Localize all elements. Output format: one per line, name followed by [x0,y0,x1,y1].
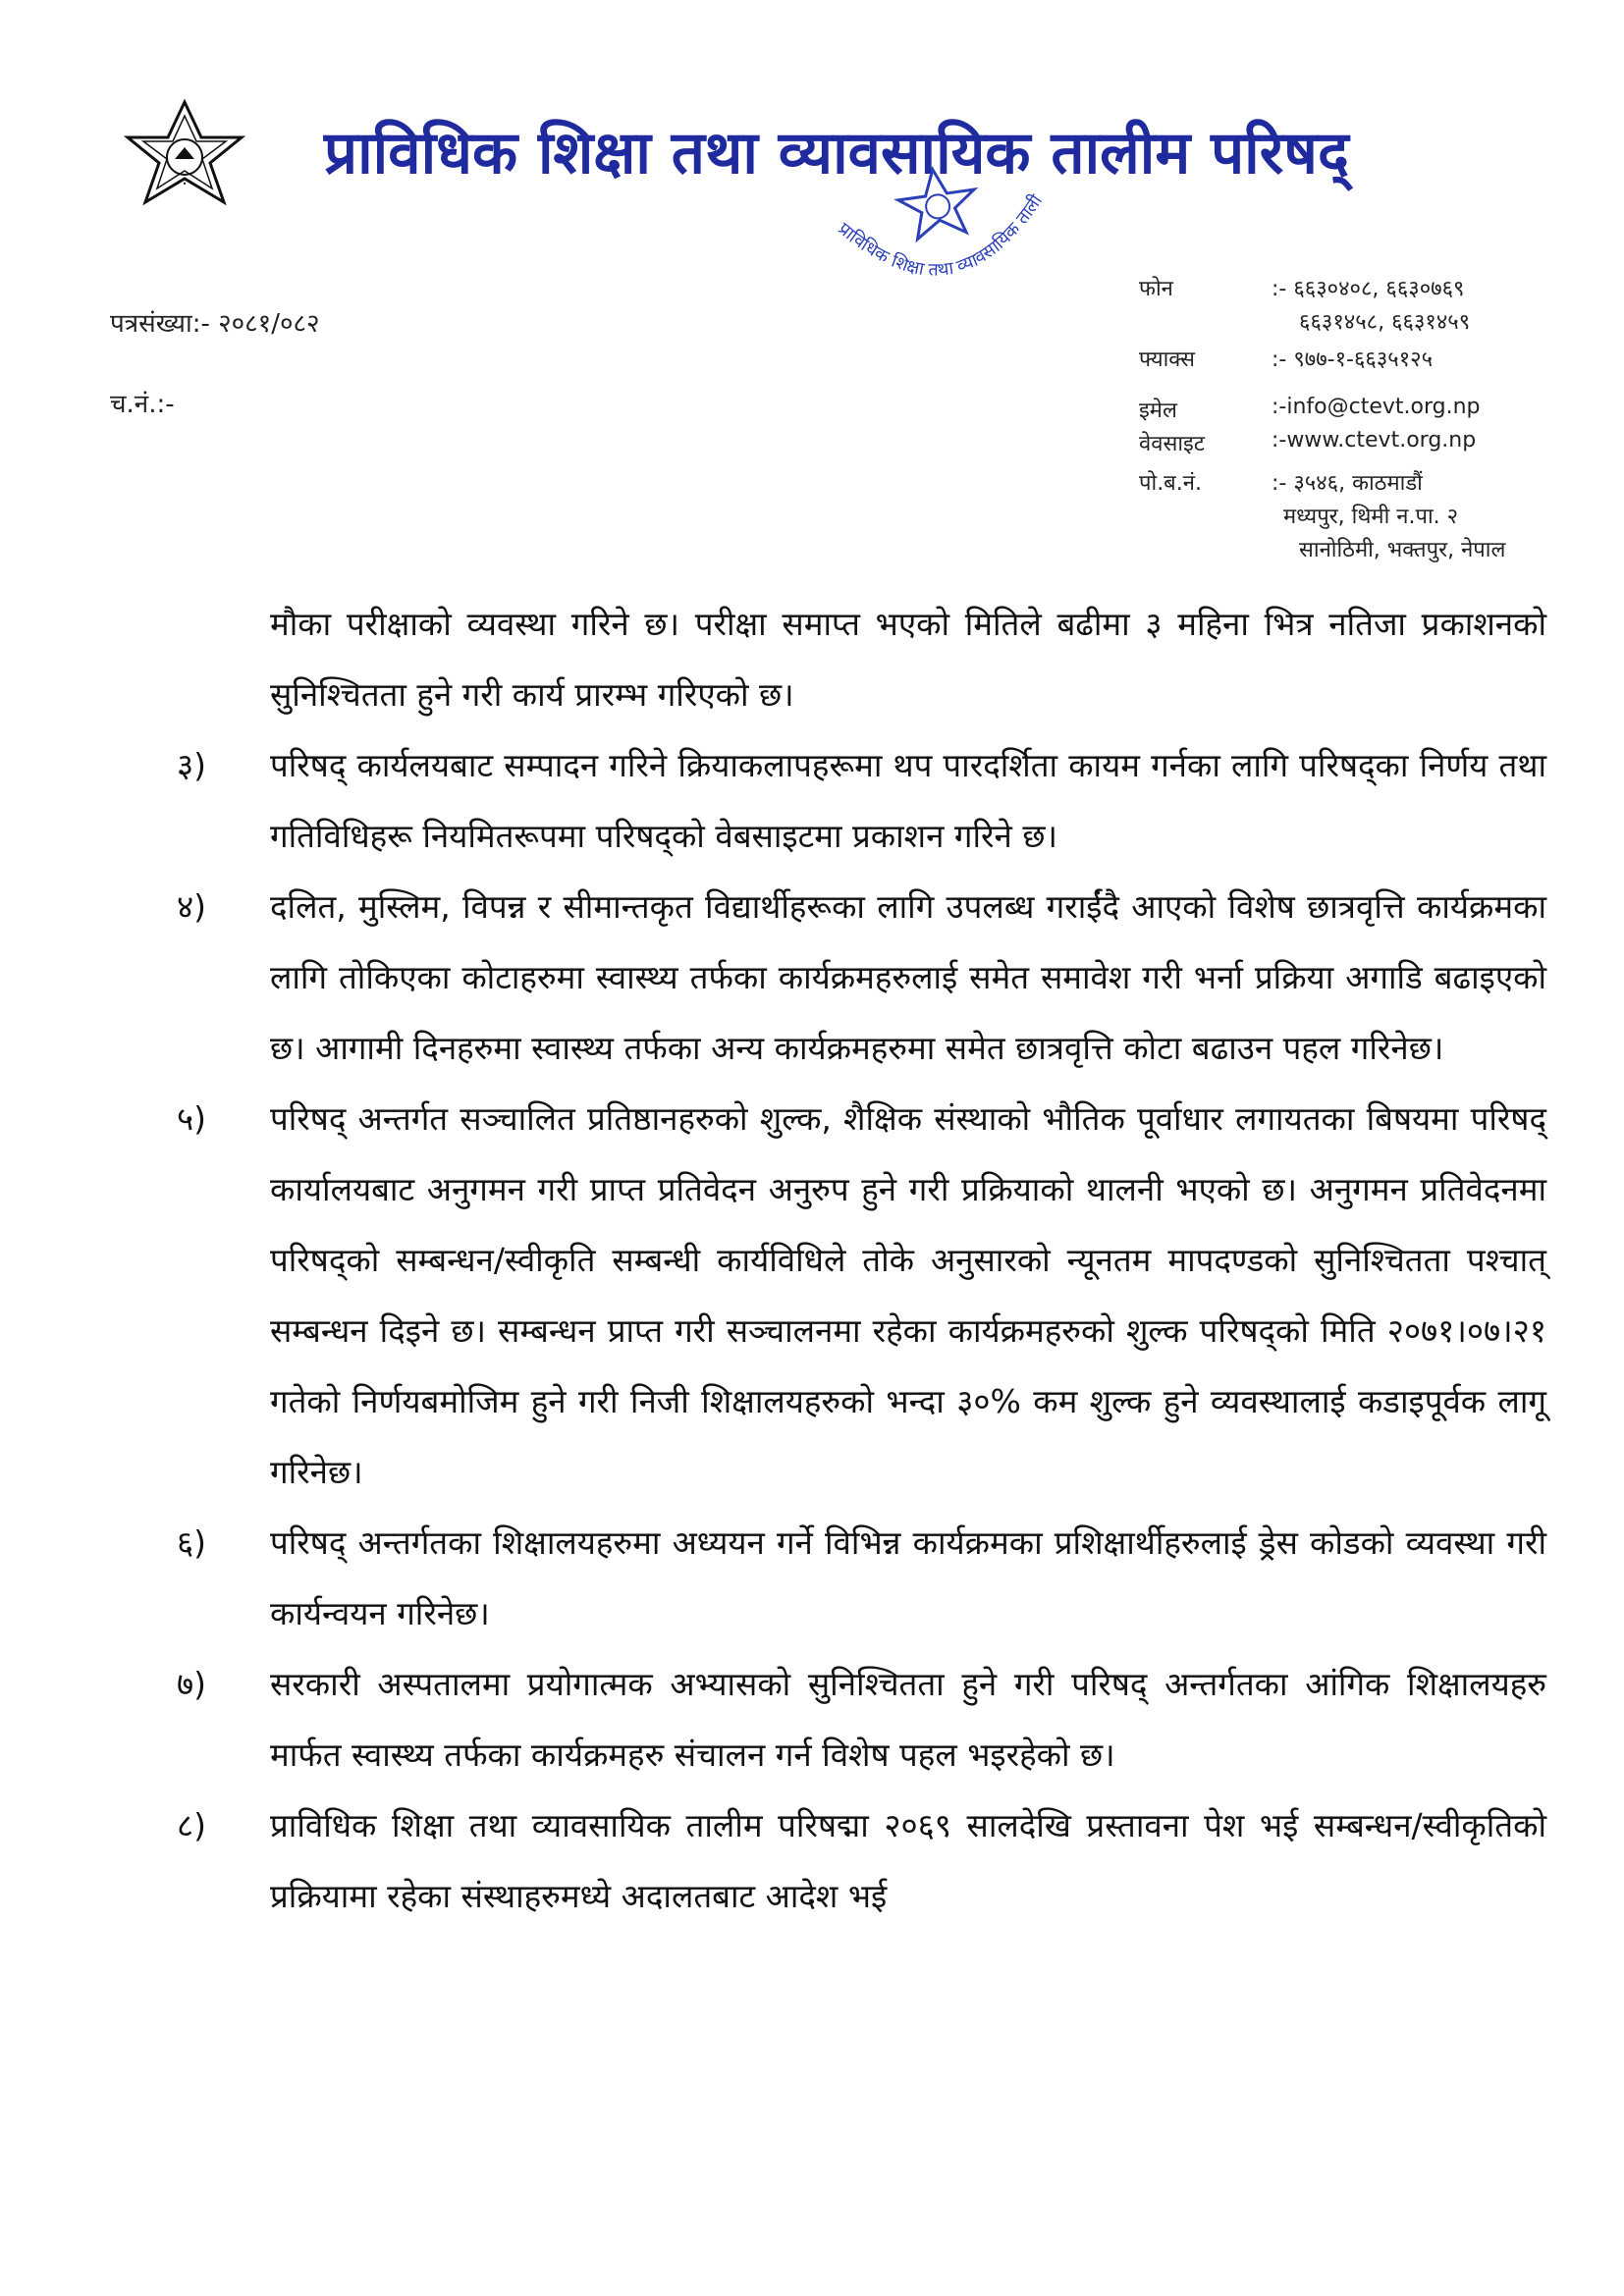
round-seal-stamp [800,147,1085,334]
fax-label: फ्याक्स [1139,347,1196,372]
list-item [177,872,1546,1084]
item-text: सरकारी अस्पतालमा प्रयोगात्मक अभ्यासको सुनिश्चितता हुने गरी परिषद् अन्तर्गतका आंगिक शिक्षालयहरु मार्फत स्वास्थ्य तर्फका कार्यक्रमहरु संचालन गर्न विशेष पहल भइरहेको छ। [270,1665,1546,1774]
svg-text:• • •: • • • [175,180,194,188]
item-text: परिषद् कार्यलयबाट सम्पादन गरिने क्रियाकलापहरूमा थप पारदर्शिता कायम गर्नका लागि परिषद्का निर्णय तथा गतिविधिहरू नियमितरूपमा परिषद्को वेबसाइटमा प्रकाशन गरिने छ। [270,746,1546,855]
item-number: ३) [177,746,207,784]
phone-value-1: :- ६६३०४०८, ६६३०७६९ [1272,277,1465,301]
item-number: ५) [177,1099,207,1138]
email-label: इमेल [1139,399,1177,423]
item-number: ७) [177,1665,207,1703]
list-item [177,1790,1546,1932]
website-value[interactable]: :-www.ctevt.org.np [1272,428,1477,453]
item-text: दलित, मुस्लिम, विपन्न र सीमान्तकृत विद्यार्थीहरूका लागि उपलब्ध गराईंदै आएको विशेष छात्रवृत्ति कार्यक्रमका लागि तोकिएका कोटाहरुमा स्वास्थ्य तर्फका कार्यक्रमहरुलाई समेत समावेश गरी भर्ना प्रक्रिया अगाडि बढाइएको छ। आगामी दिनहरुमा स्वास्थ्य तर्फका अन्य कार्यक्रमहरुमा समेत छात्रवृत्ति कोटा बढाउन पहल गरिनेछ। [270,887,1546,1067]
letter-reference-number: पत्रसंख्या:- २०८१/०८२ [110,309,320,339]
email-value[interactable]: :-info@ctevt.org.np [1272,395,1481,419]
contact-block [1139,273,1505,567]
intro-paragraph: मौका परीक्षाको व्यवस्था गरिने छ। परीक्षा समाप्त भएको मितिले बढीमा ३ महिना भित्र नतिजा प्रकाशनको सुनिश्चितता हुने गरी कार्य प्रारम्भ गरिएको छ। [270,605,1546,714]
phone-label: फोन [1139,277,1173,301]
list-item [177,1508,1546,1649]
po-box-label: पो.ब.नं. [1139,471,1202,496]
address-line-2: सानोठिमी, भक्तपुर, नेपाल [1299,538,1506,562]
organization-title: प्राविधिक शिक्षा तथा व्यावसायिक तालीम परिषद् [324,119,1349,187]
item-number: ८) [177,1806,207,1844]
svg-text:प्राविधिक शिक्षा तथा व्यावसायि: प्राविधिक शिक्षा तथा व्यावसायिक तालीम [834,190,1048,281]
government-emblem-icon [116,98,253,236]
po-box-value: :- ३५४६, काठमाडौं [1272,471,1423,496]
website-label: वेवसाइट [1139,432,1205,456]
fax-value: :- ९७७-१-६६३५१२५ [1272,347,1434,372]
item-number: ६) [177,1523,207,1562]
dispatch-number-label: च.नं.:- [110,390,175,419]
address-line-1: मध्यपुर, थिमी न.पा. २ [1283,505,1459,529]
item-text: परिषद् अन्तर्गत सञ्चालित प्रतिष्ठानहरुको शुल्क, शैक्षिक संस्थाको भौतिक पूर्वाधार लगायतका बिषयमा परिषद् कार्यालयबाट अनुगमन गरी प्राप्त प्रतिवेदन अनुरुप हुने गरी प्रक्रियाको थालनी भएको छ। अनुगमन प्रतिवेदनमा परिषद्को सम्बन्धन/स्वीकृति सम्बन्धी कार्यविधिले तोके अनुसारको न्यूनतम मापदण्डको सुनिश्चितता पश्चात् सम्बन्धन दिइने छ। सम्बन्धन प्राप्त गरी सञ्चालनमा रहेका कार्यक्रमहरुको शुल्क परिषद्को मिति २०७१।०७।२१ गतेको निर्णयबमोजिम हुने गरी निजी शिक्षालयहरुको भन्दा ३०% कम शुल्क हुने व्यवस्थालाई कडाइपूर्वक लागू गरिनेछ। [270,1099,1546,1491]
item-text: परिषद् अन्तर्गतका शिक्षालयहरुमा अध्ययन गर्ने विभिन्न कार्यक्रमका प्रशिक्षार्थीहरुलाई ड्रेस कोडको व्यवस्था गरी कार्यन्वयन गरिनेछ। [270,1523,1546,1632]
list-item [177,1084,1546,1508]
list-item [177,730,1546,872]
list-item [177,1649,1546,1790]
letter-body [177,589,1546,1932]
item-text: प्राविधिक शिक्षा तथा व्यावसायिक तालीम परिषद्मा २०६९ सालदेखि प्रस्तावना पेश भई सम्बन्धन/स्वीकृतिको प्रक्रियामा रहेका संस्थाहरुमध्ये अदालतबाट आदेश भई [270,1806,1546,1915]
phone-value-2: ६६३१४५८, ६६३१४५९ [1299,310,1471,335]
item-number: ४) [177,887,207,926]
